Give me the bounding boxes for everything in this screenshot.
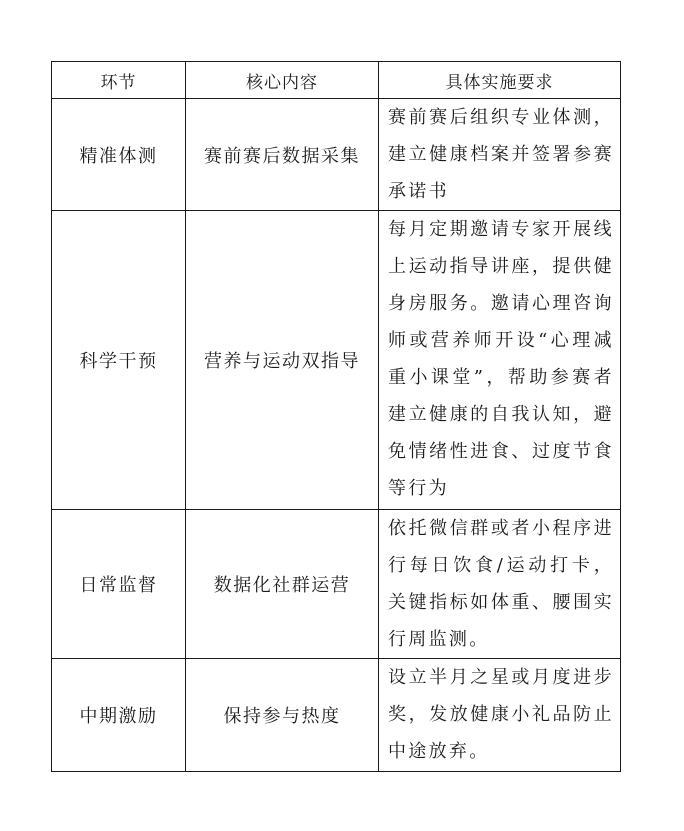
core-cell: 营养与运动双指导	[186, 211, 379, 510]
stage-cell: 科学干预	[52, 211, 186, 510]
stage-cell: 中期激励	[52, 659, 186, 772]
requirement-cell: 设立半月之星或月度进步奖，发放健康小礼品防止中途放弃。	[379, 659, 621, 772]
table-row	[52, 99, 621, 211]
table-row	[52, 659, 621, 772]
core-cell: 数据化社群运营	[186, 510, 379, 659]
core-cell: 赛前赛后数据采集	[186, 99, 379, 211]
stage-cell: 日常监督	[52, 510, 186, 659]
stage-cell: 精准体测	[52, 99, 186, 211]
implementation-table	[51, 61, 621, 772]
requirement-cell: 每月定期邀请专家开展线上运动指导讲座，提供健身房服务。邀请心理咨询师或营养师开设“心理减重小课堂”，帮助参赛者建立健康的自我认知，避免情绪性进食、过度节食等行为	[379, 211, 621, 510]
header-stage: 环节	[52, 62, 186, 99]
header-requirements: 具体实施要求	[379, 62, 621, 99]
header-core-content: 核心内容	[186, 62, 379, 99]
table-header-row	[52, 62, 621, 99]
requirement-cell: 依托微信群或者小程序进行每日饮食/运动打卡，关键指标如体重、腰围实行周监测。	[379, 510, 621, 659]
core-cell: 保持参与热度	[186, 659, 379, 772]
requirement-cell: 赛前赛后组织专业体测，建立健康档案并签署参赛承诺书	[379, 99, 621, 211]
table-row	[52, 510, 621, 659]
table-row	[52, 211, 621, 510]
